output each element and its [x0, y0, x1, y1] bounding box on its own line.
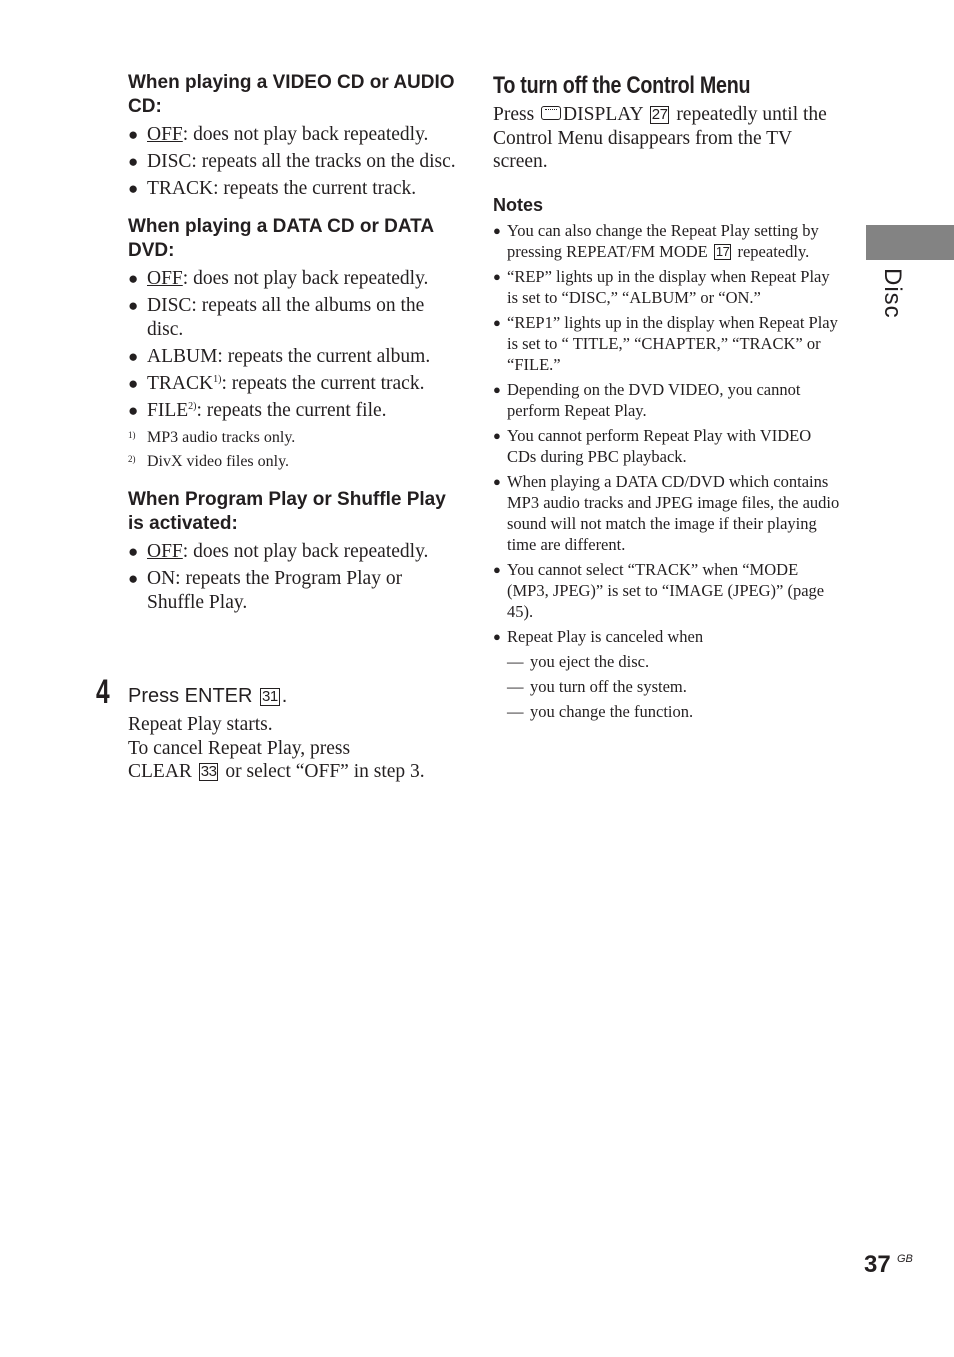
dash-icon: —: [507, 651, 524, 671]
note-item: ● Depending on the DVD VIDEO, you cannot perform Repeat Play.: [493, 379, 801, 420]
program-play-heading: When Program Play or Shuffle Play is activated:: [128, 489, 446, 534]
list-item: ● ALBUM: repeats the current album.: [128, 346, 431, 367]
bullet-icon: ●: [128, 152, 139, 171]
right-column: [493, 71, 843, 726]
list-item: ● ON: repeats the Program Play or Shuffle Play.: [128, 568, 403, 613]
list-item: ● TRACK$^{1)}$: repeats the current track.: [128, 373, 425, 394]
bullet-icon: ●: [128, 296, 139, 315]
data-cd-list: [128, 267, 458, 423]
footnote: 1) MP3 audio tracks only.: [128, 429, 296, 446]
step-number: 4: [96, 673, 110, 711]
bullet-icon: ●: [493, 314, 501, 330]
display-icon: [541, 106, 561, 120]
section-tab: [866, 225, 954, 260]
bullet-icon: ●: [128, 374, 139, 393]
list-item: ● OFF: does not play back repeatedly.: [128, 124, 429, 145]
section-heading: To turn off the Control Menu: [493, 72, 751, 99]
footnote: 2) DivX video files only.: [128, 453, 290, 470]
list-item: — you eject the disc.: [507, 651, 650, 671]
list-item: — you change the function.: [507, 701, 694, 721]
cancel-conditions-list: [493, 651, 843, 722]
dash-icon: —: [507, 701, 524, 721]
note-item: ● You cannot perform Repeat Play with VIDEO CDs during PBC playback.: [493, 425, 812, 466]
notes-list: [493, 220, 843, 647]
bullet-icon: ●: [493, 268, 501, 284]
list-item: ● TRACK: repeats the current track.: [128, 178, 417, 199]
bullet-icon: ●: [493, 561, 501, 577]
page-suffix: GB: [897, 1253, 913, 1265]
list-item: — you turn off the system.: [507, 676, 687, 696]
dash-icon: —: [507, 676, 524, 696]
note-item: ● When playing a DATA CD/DVD which contains MP3 audio tracks and JPEG image files, the audio sound will not match the image if their playing time are different.: [493, 471, 840, 554]
bullet-icon: ●: [128, 347, 139, 366]
button-number-badge: 31: [262, 688, 278, 705]
bullet-icon: ●: [493, 381, 501, 397]
bullet-icon: ●: [128, 401, 139, 420]
note-item: ● Repeat Play is canceled when: [493, 626, 704, 646]
bullet-icon: ●: [128, 569, 139, 588]
bullet-icon: ●: [493, 628, 501, 644]
bullet-icon: ●: [128, 269, 139, 288]
button-number-badge: 33: [200, 763, 217, 780]
step-body: Repeat Play starts. To cancel Repeat Play, press CLEAR 33 or select “OFF” in step 3.: [128, 714, 425, 782]
data-cd-heading: When playing a DATA CD or DATA DVD:: [128, 216, 434, 261]
list-item: ● OFF: does not play back repeatedly.: [128, 541, 429, 562]
bullet-icon: ●: [128, 542, 139, 561]
note-item: ● “REP” lights up in the display when Repeat Play is set to “DISC,” “ALBUM” or “ON.”: [493, 266, 830, 307]
notes-heading: Notes: [493, 194, 544, 215]
list-item: ● DISC: repeats all the tracks on the disc.: [128, 151, 456, 172]
bullet-icon: ●: [128, 125, 139, 144]
page-number: 37: [864, 1251, 891, 1278]
list-item: ● DISC: repeats all the albums on the disc.: [128, 295, 425, 340]
note-item: ● You cannot select “TRACK” when “MODE (MP3, JPEG)” is set to “IMAGE (JPEG)” (page 45).: [493, 559, 825, 621]
section-body: Press DISPLAY 27 repeatedly until the Control Menu disappears from the TV screen.: [493, 104, 827, 172]
bullet-icon: ●: [493, 427, 501, 443]
button-number-badge: 27: [651, 106, 668, 123]
list-item: ● FILE$^{2)}$: repeats the current file.: [128, 400, 387, 421]
section-tab-label: Disc: [879, 268, 906, 319]
bullet-icon: ●: [128, 179, 139, 198]
video-cd-heading: When playing a VIDEO CD or AUDIO CD:: [128, 72, 455, 117]
bullet-icon: ●: [493, 222, 501, 238]
left-column: [128, 71, 458, 618]
bullet-icon: ●: [493, 473, 501, 489]
step-title: Press ENTER 31 .: [128, 685, 288, 707]
video-cd-list: [128, 123, 458, 201]
program-play-list: [128, 540, 458, 615]
note-item: ● “REP1” lights up in the display when Repeat Play is set to “ TITLE,” “CHAPTER,” “TRACK” or “FILE.”: [493, 312, 838, 374]
note-item: ● You can also change the Repeat Play setting by pressing REPEAT/FM MODE 17 repeatedly.: [493, 220, 819, 261]
button-number-badge: 17: [715, 243, 730, 259]
list-item: ● OFF: does not play back repeatedly.: [128, 268, 429, 289]
